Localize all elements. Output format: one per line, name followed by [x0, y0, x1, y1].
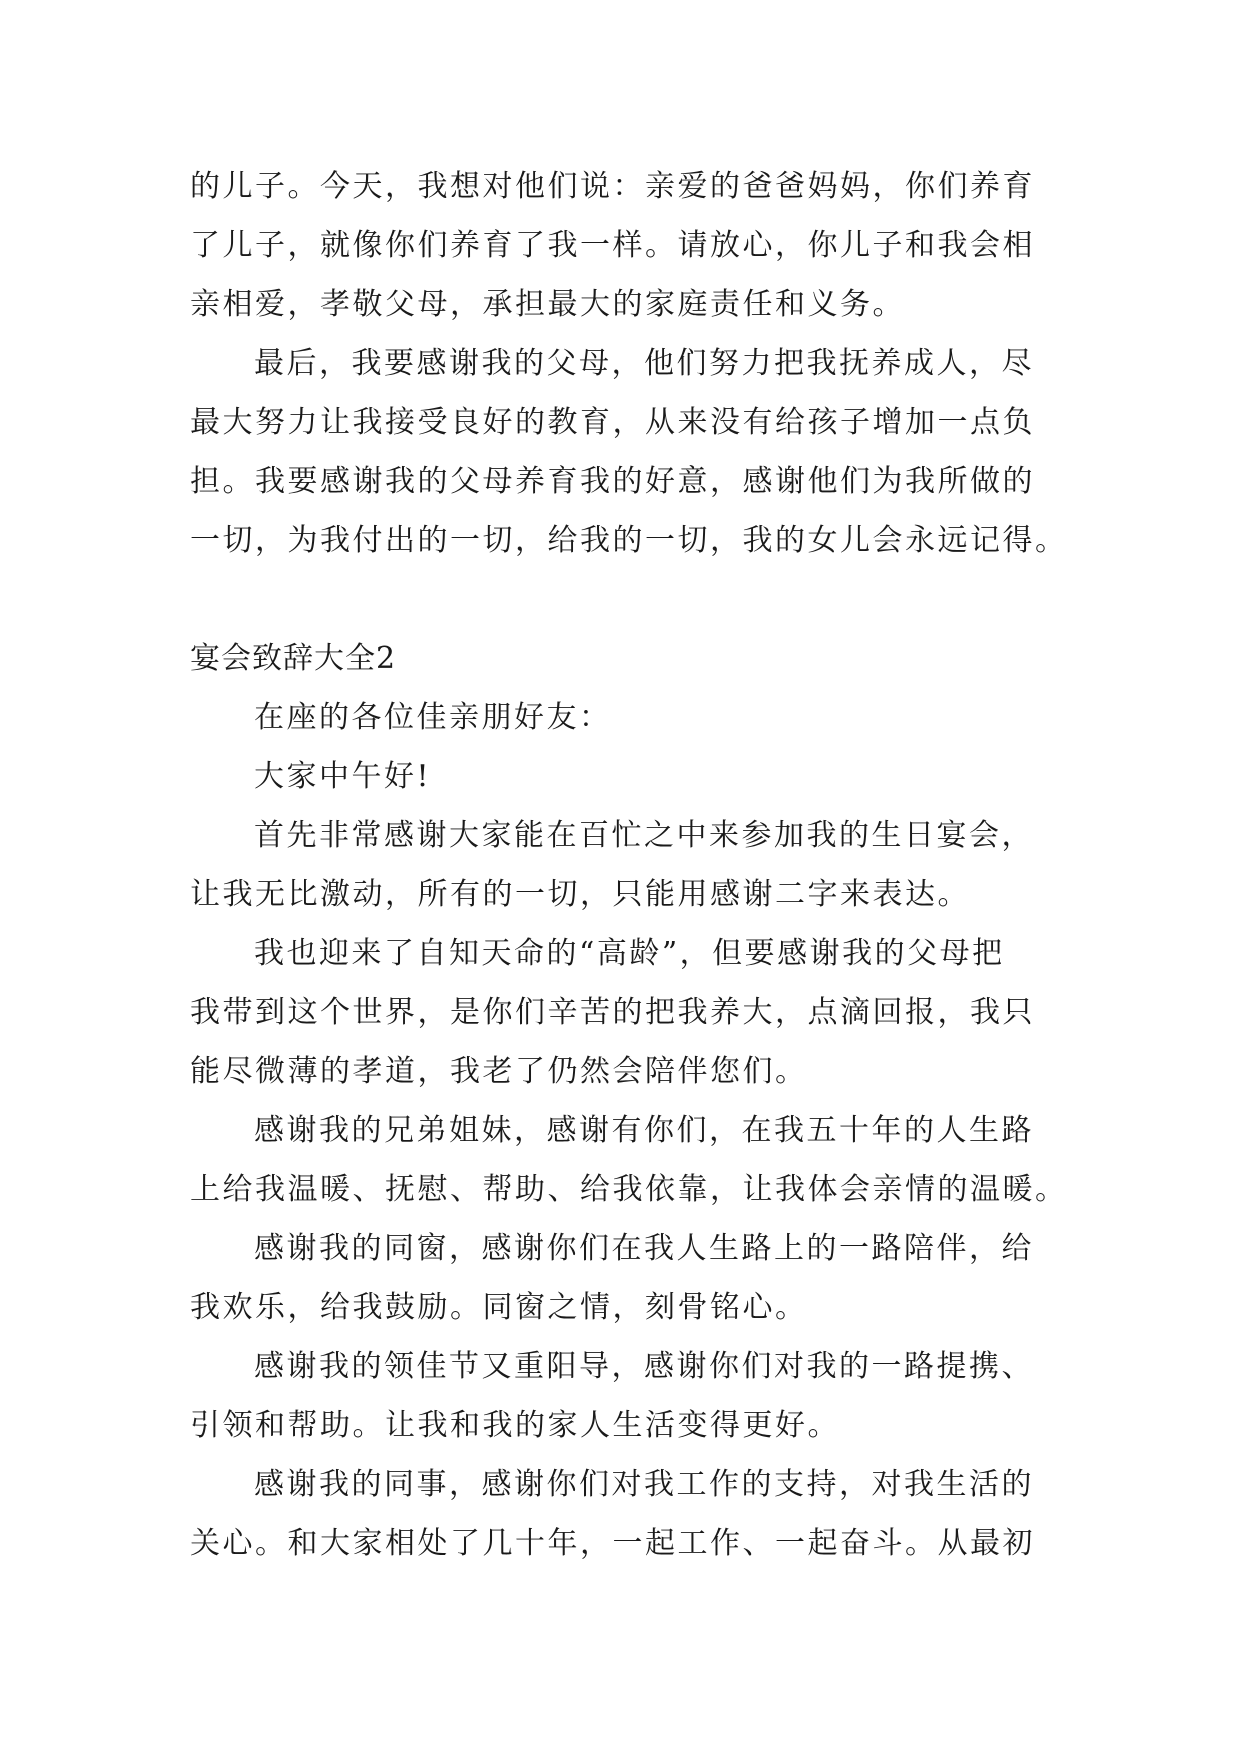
paragraph — [190, 1455, 1060, 1573]
text-line: 感谢我的兄弟姐妹，感谢有你们，在我五十年的人生路 — [254, 1113, 1034, 1148]
paragraph — [190, 1337, 1060, 1455]
text-line: 的儿子。今天，我想对他们说：亲爱的爸爸妈妈，你们养育 — [190, 169, 1035, 204]
text-line: 了儿子，就像你们养育了我一样。请放心，你儿子和我会相 — [190, 228, 1035, 263]
text-line: 首先非常感谢大家能在百忙之中来参加我的生日宴会， — [254, 818, 1034, 853]
text-line: 担。我要感谢我的父母养育我的好意，感谢他们为我所做的 — [190, 464, 1035, 499]
text-line: 我带到这个世界，是你们辛苦的把我养大，点滴回报，我只 — [190, 995, 1035, 1030]
text-line: 最后，我要感谢我的父母，他们努力把我抚养成人，尽 — [254, 346, 1034, 381]
text-line: 关心。和大家相处了几十年，一起工作、一起奋斗。从最初 — [190, 1526, 1035, 1561]
text-line: 感谢我的同事，感谢你们对我工作的支持，对我生活的 — [254, 1467, 1034, 1502]
text-line: 感谢我的领佳节又重阳导，感谢你们对我的一路提携、 — [254, 1349, 1034, 1384]
paragraph — [190, 1101, 1068, 1219]
paragraph — [190, 924, 1060, 1101]
greeting-line: 大家中午好! — [254, 759, 432, 794]
paragraph — [190, 806, 1060, 924]
text-line: 能尽微薄的孝道，我老了仍然会陪伴您们。 — [190, 1054, 808, 1089]
text-line: 我欢乐，给我鼓励。同窗之情，刻骨铭心。 — [190, 1290, 808, 1325]
paragraph-thanks-parents — [190, 334, 1068, 570]
paragraph-continuation — [190, 157, 1060, 334]
section-heading: 宴会致辞大全2 — [190, 641, 397, 676]
text-line: 上给我温暖、抚慰、帮助、给我依靠，让我体会亲情的温暖。 — [190, 1172, 1068, 1207]
text-line: 亲相爱，孝敬父母，承担最大的家庭责任和义务。 — [190, 287, 905, 322]
paragraph — [190, 1219, 1060, 1337]
section-spacer — [190, 570, 1060, 629]
text-line: 最大努力让我接受良好的教育，从来没有给孩子增加一点负 — [190, 405, 1035, 440]
text-line: 一切，为我付出的一切，给我的一切，我的女儿会永远记得。 — [190, 523, 1068, 558]
document-body — [190, 157, 1068, 1573]
text-line: 让我无比激动，所有的一切，只能用感谢二字来表达。 — [190, 877, 970, 912]
greeting-line: 在座的各位佳亲朋好友： — [254, 700, 612, 735]
text-line: 感谢我的同窗，感谢你们在我人生路上的一路陪伴，给 — [254, 1231, 1034, 1266]
text-line: 我也迎来了自知天命的“高龄”，但要感谢我的父母把 — [254, 936, 1005, 971]
text-line: 引领和帮助。让我和我的家人生活变得更好。 — [190, 1408, 840, 1443]
